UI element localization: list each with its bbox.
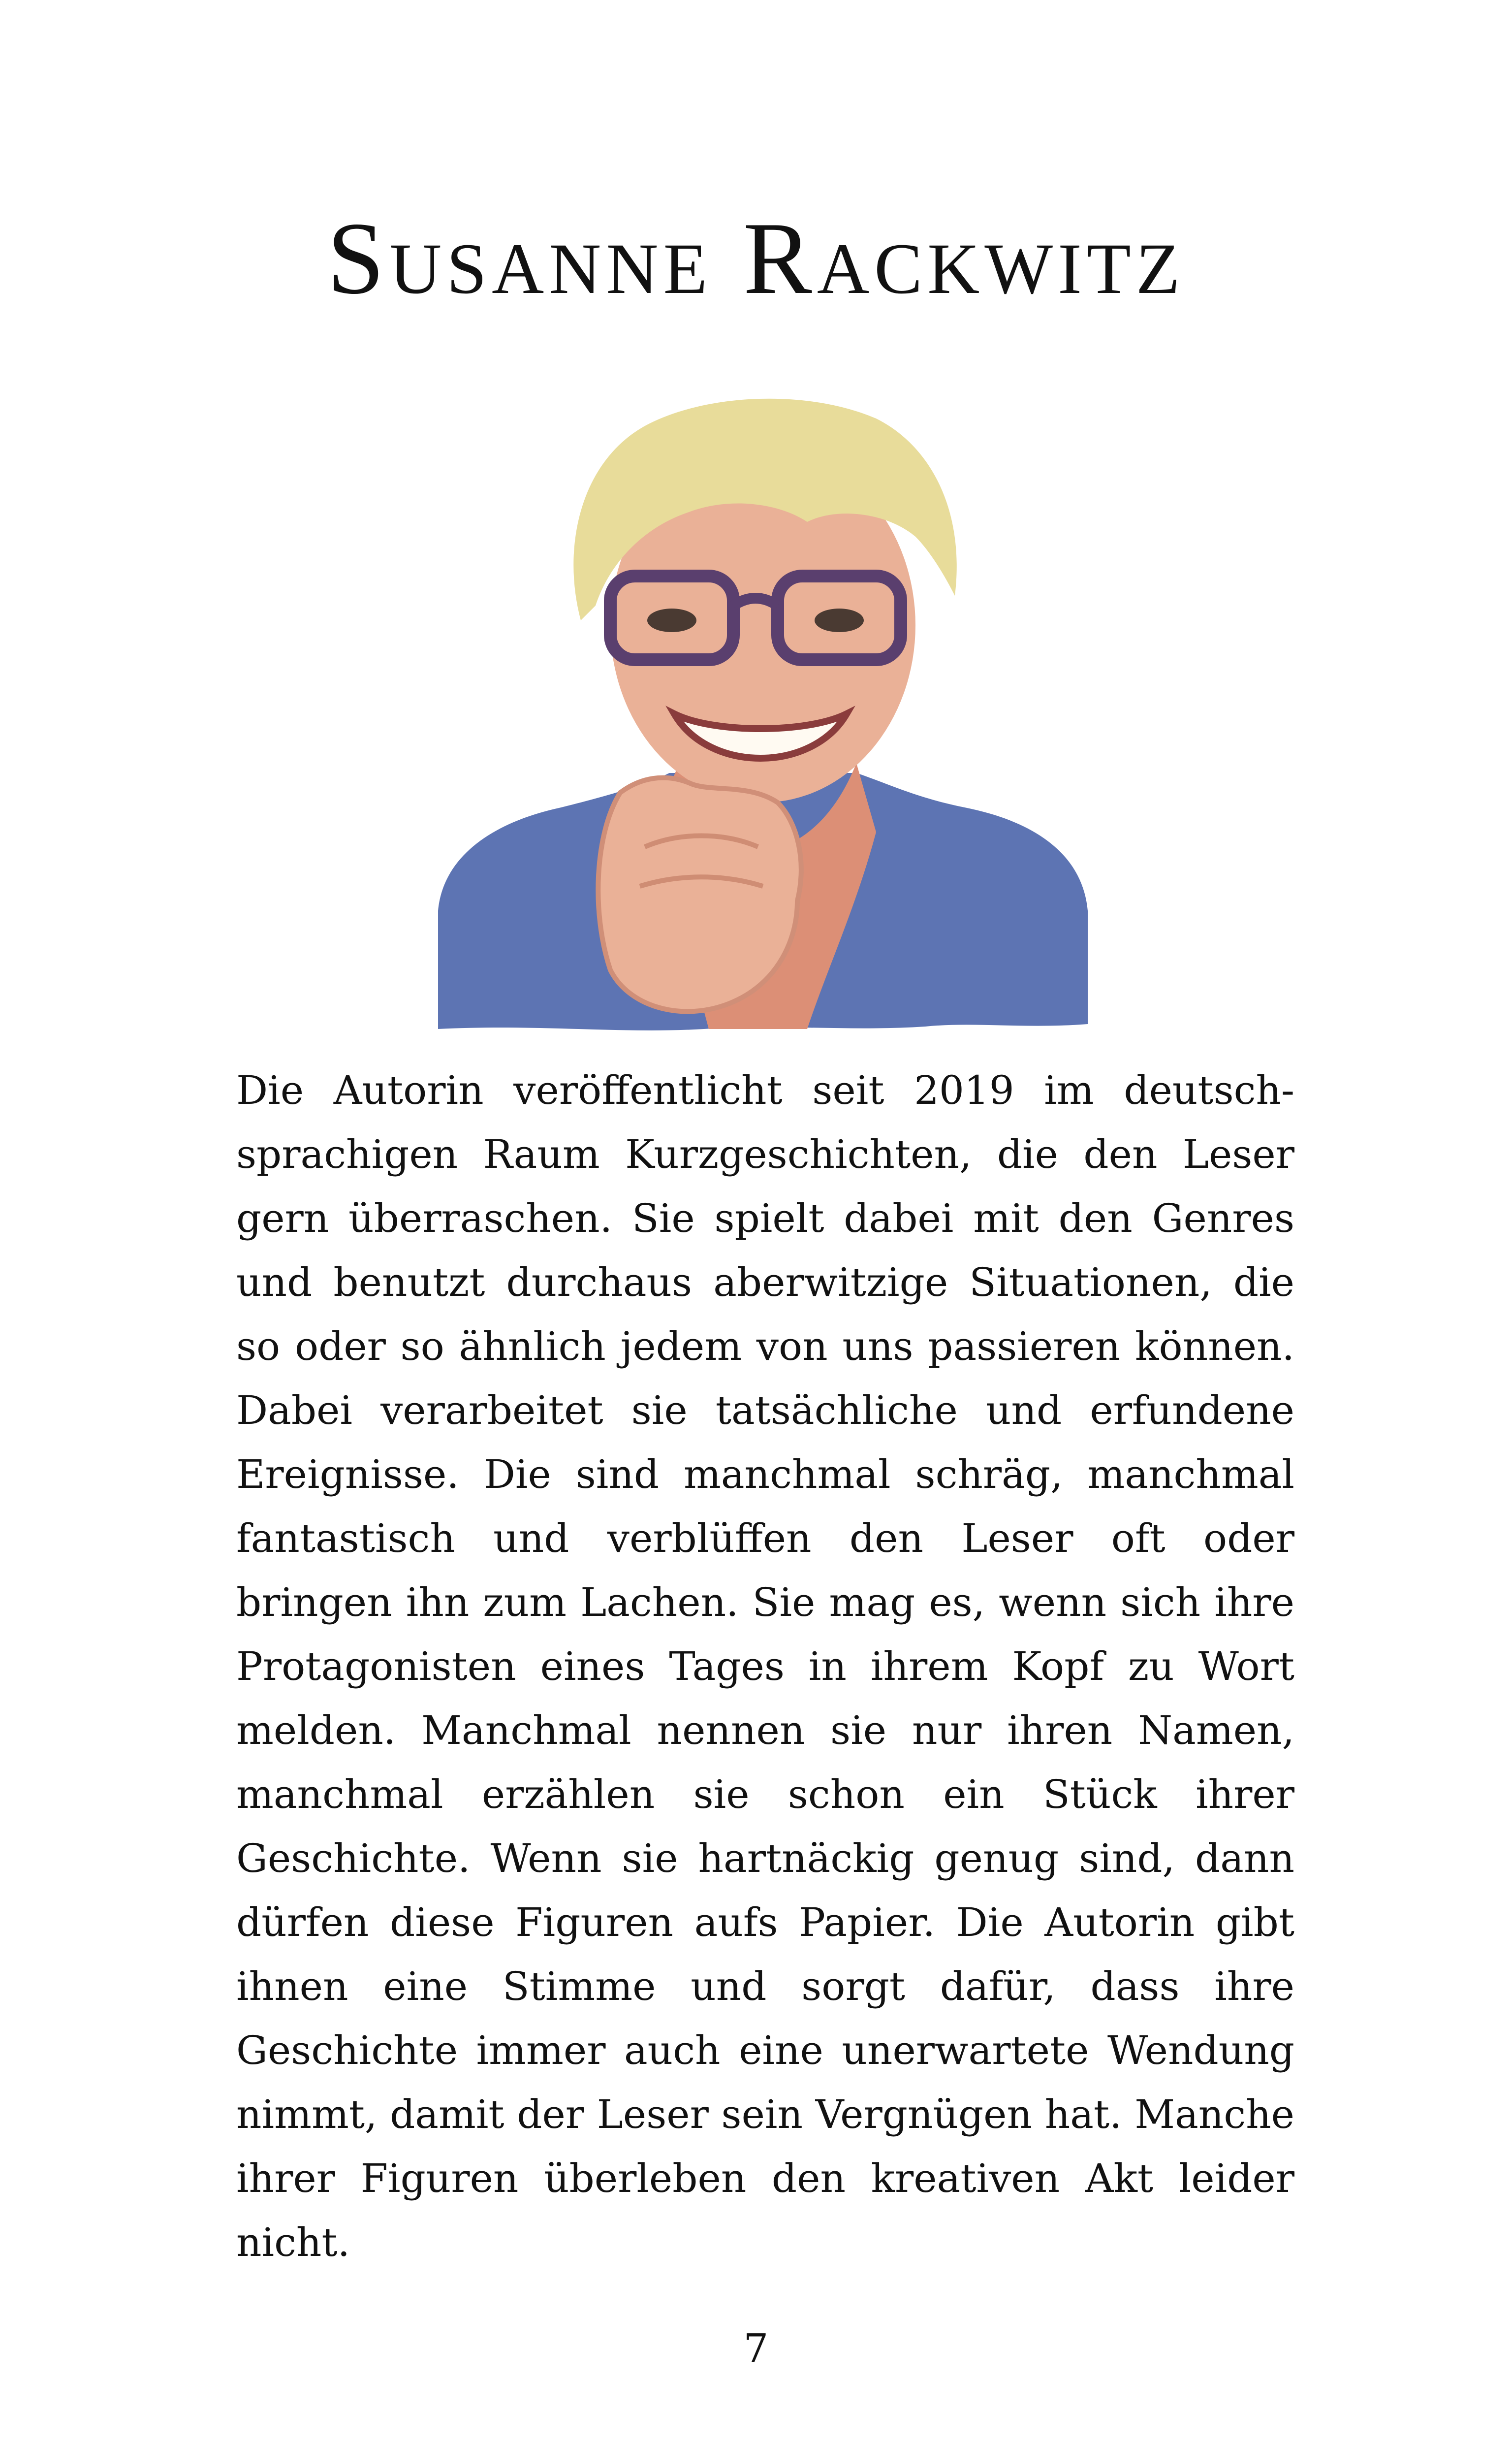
hand-shape	[598, 778, 801, 1012]
author-name-title: Susanne Rackwitz	[327, 201, 1185, 316]
page-number: 7	[743, 2325, 769, 2371]
author-bio-paragraph: Die Autorin veröffentlicht seit 2019 im deutschsprachigen Raum Kurzgeschichten, die den Leser gern überraschen. Sie spielt dabei mit den Genres und benutzt durchaus aberwitzige Situationen, die so oder so ähnlich jedem von uns passieren können. Dabei verarbeitet sie tatsächliche und erfundene Ereignisse. Die sind manchmal schräg, manchmal fantastisch und verblüffen den Leser oft oder bringen ihn zum Lachen. Sie mag es, wenn sich ihre Protagonisten eines Tages in ihrem Kopf zu Wort melden. Manchmal nennen sie nur ihren Namen, manchmal erzählen sie schon ein Stück ihrer Geschichte. Wenn sie hartnäckig genug sind, dann dürfen diese Figuren aufs Papier. Die Autorin gibt ihnen eine Stimme und sorgt dafür, dass ihre Geschichte immer auch eine unerwartete Wendung nimmt, damit der Leser sein Vergnügen hat. Manche ihrer Figuren überleben den kreativen Akt leider nicht.	[236, 1067, 1294, 2265]
author-portrait	[433, 389, 1093, 1034]
